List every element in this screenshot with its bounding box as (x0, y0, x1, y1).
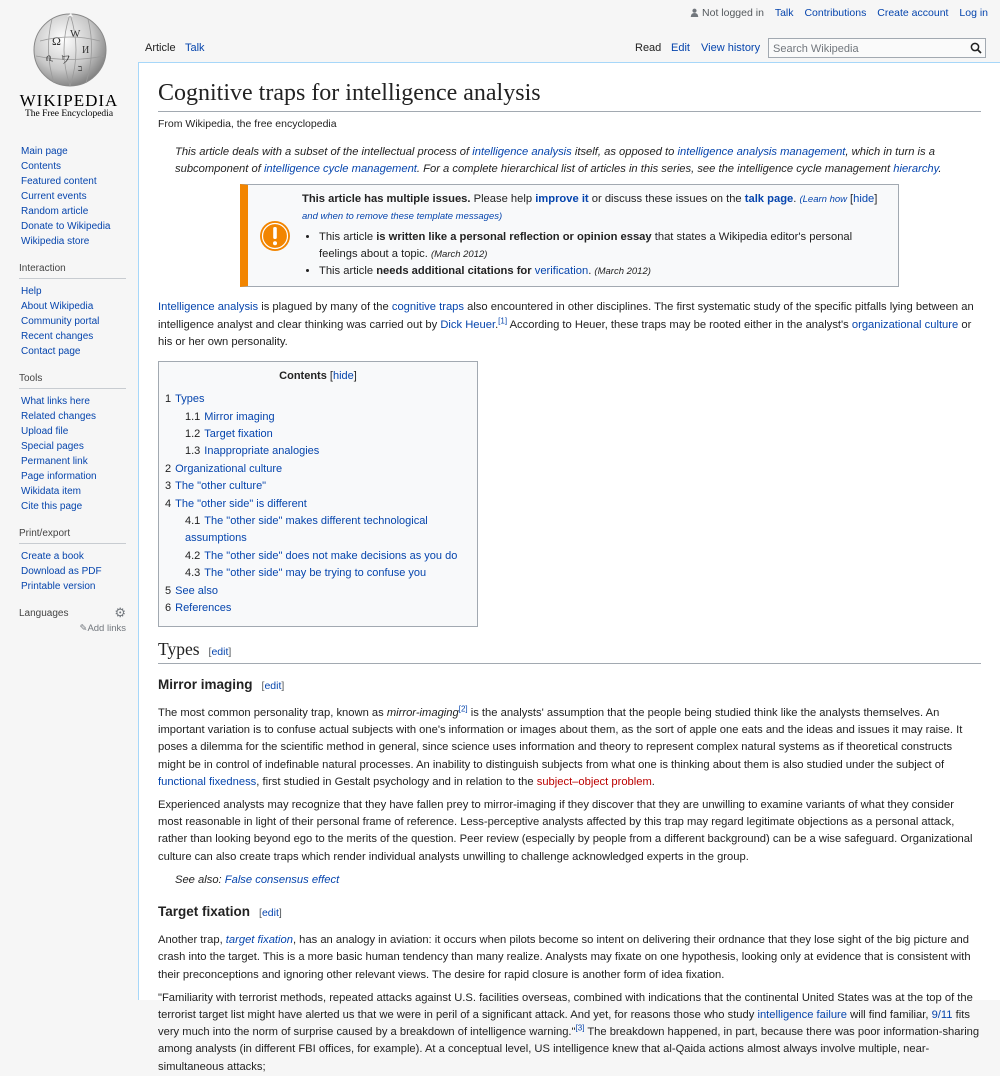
svg-text:И: И (82, 45, 90, 56)
user-icon (690, 8, 699, 17)
issue-citations: • This article needs additional citations for verification. (March 2012) (319, 263, 860, 280)
edit-section-mirror-imaging[interactable]: edit (264, 679, 282, 692)
hide-link[interactable]: hide (853, 193, 875, 206)
search-input[interactable] (769, 40, 962, 58)
sidebar-item-donate[interactable]: Donate to Wikipedia (21, 221, 111, 232)
sidebar-item-community-portal[interactable]: Community portal (21, 316, 100, 327)
toc-item-label[interactable]: References (175, 602, 232, 615)
toc-item[interactable] (165, 409, 471, 426)
sidebar-item-what-links-here[interactable]: What links here (21, 396, 90, 407)
tab-view-history[interactable]: View history (701, 42, 761, 54)
page-title: Cognitive traps for intelligence analysis (158, 78, 981, 112)
toc-item-number: 4 (165, 497, 172, 510)
toc-item[interactable] (165, 496, 471, 513)
sidebar-item-related-changes[interactable]: Related changes (21, 411, 97, 422)
multiple-issues-box: This article has multiple issues. Please help improve it or discuss these issues on the talk page. (Learn how and when to remove these template messages) • This article is written like a personal reflection or opinion essay that states a Wikipedia editor's personal feelings about a topic. (March 2012) • This article needs additional citations for verification. (March 2012) [hide] (240, 184, 899, 287)
toc-item-label[interactable]: Types (175, 393, 205, 406)
toc-item-label[interactable]: The "other side" does not make decisions as you do (204, 549, 458, 562)
sidebar-item-contact-page[interactable]: Contact page (21, 346, 81, 357)
pencil-icon: ✎ (79, 623, 88, 634)
personal-tools (690, 7, 988, 19)
svg-text:W: W (70, 28, 81, 40)
toc-item-label[interactable]: Organizational culture (175, 462, 283, 475)
toc-item-number: 3 (165, 480, 172, 493)
section-target-fixation-heading: Target fixation [edit] (158, 903, 282, 919)
tab-edit[interactable]: Edit (671, 42, 690, 54)
interaction-portal (21, 263, 126, 359)
toc-item-label[interactable]: Target fixation (204, 428, 273, 441)
sidebar-item-cite-this-page[interactable]: Cite this page (21, 501, 83, 512)
sidebar (0, 140, 138, 648)
link-subject-object-problem[interactable]: subject–object problem (536, 775, 652, 788)
link-intelligence-failure[interactable]: intelligence failure (757, 1008, 848, 1021)
sidebar-item-main-page[interactable]: Main page (21, 146, 68, 157)
sidebar-item-help[interactable]: Help (21, 286, 42, 297)
toc-item-number: 1.3 (185, 445, 201, 458)
content-area (138, 62, 1000, 1073)
sidebar-item-store[interactable]: Wikipedia store (21, 236, 90, 247)
mirror-paragraph-2: Experienced analysts may recognize that they have fallen prey to mirror-imaging if they discover that they are unwilling to examine variants of what they consider most reasonable in light of their personal frame of reference. Less-perceptive analysts affected by this trap may regard legitimate objections as a personal attack, rather than looking beyond ego to the merits of the question. Peer review (especially by people from a different background) can be a wise safeguard. Organizational culture can also create traps which render individual analysts unwilling to challenge acknowledged experts in the group. (158, 798, 973, 863)
tools-heading: Tools (19, 373, 126, 389)
link-9-11[interactable]: 9/11 (931, 1008, 953, 1021)
toc-item-number: 1 (165, 393, 172, 406)
link-cognitive-traps[interactable]: cognitive traps (391, 301, 464, 314)
sidebar-item-contents[interactable]: Contents (21, 161, 62, 172)
toc-item[interactable] (165, 548, 471, 565)
link-intelligence-analysis-2[interactable]: Intelligence analysis (158, 301, 259, 314)
link-organizational-culture[interactable]: organizational culture (851, 318, 959, 331)
svg-text:Ω: Ω (52, 34, 61, 48)
hatnote: This article deals with a subset of the intellectual process of intelligence analysis itself, as opposed to intelligence analysis management, which in turn is a subcomponent of intelligence cycle management. For a complete hierarchical list of articles in this series, see the intelligence cycle management hierarchy. (175, 146, 942, 176)
contributions-link[interactable]: Contributions (804, 7, 867, 19)
site-subtitle: From Wikipedia, the free encyclopedia (158, 118, 337, 130)
link-functional-fixedness[interactable]: functional fixedness (158, 775, 257, 788)
sidebar-item-wikidata-item[interactable]: Wikidata item (21, 486, 82, 497)
target-paragraph-1: Another trap, target fixation, has an analogy in aviation: it occurs when pilots become so intent on delivering their ordnance that they lose sight of the big picture and crash into the target. This is a more basic human tendency than many realize. Analysts may fixate on one hypothesis, looking only at evidence that is consistent with their preconceptions and ignoring other relevant views. The desire for rapid closure is another form of idea fixation. (158, 934, 971, 981)
toc-item-label[interactable]: The "other culture" (175, 480, 267, 493)
toc-item-number: 4.3 (185, 567, 201, 580)
ref-3[interactable]: [3] (575, 1023, 585, 1033)
sidebar-item-current-events[interactable]: Current events (21, 191, 87, 202)
toc-item[interactable] (165, 600, 471, 617)
navigation-portal (21, 144, 126, 249)
toc-item[interactable] (165, 478, 471, 495)
tools-portal (21, 373, 126, 514)
see-also-note: See also: False consensus effect (175, 873, 340, 886)
toc-item[interactable] (165, 565, 471, 582)
hide-toggle: [hide] (850, 193, 878, 206)
toc-item-number: 1.2 (185, 428, 201, 441)
toc-item[interactable] (165, 461, 471, 478)
sidebar-item-page-information[interactable]: Page information (21, 471, 97, 482)
toc-item[interactable] (165, 443, 471, 460)
table-of-contents: Contents [hide] 1 Types 1.1 Mirror imaging 1.2 Target fixation 1.3 Inappropriate analogies 2 Organizational culture 3 The "other culture" 4 The "other side" is different 4.1 The "other side" makes different technological assumptions 4.2 The "other side" does not make decisions as you do 4.3 The "other side" may be trying to confuse you 5 See also 6 References (158, 361, 478, 626)
create-account-link[interactable]: Create account (877, 7, 949, 19)
gear-icon[interactable]: ⚙ (114, 605, 126, 620)
issues-heading: This article has multiple issues. (302, 193, 471, 206)
navigation-list (21, 144, 126, 249)
toc-item-label[interactable]: Inappropriate analogies (204, 445, 320, 458)
toc-item[interactable] (165, 426, 471, 443)
search-icon[interactable] (970, 42, 982, 54)
sidebar-item-featured-content[interactable]: Featured content (21, 176, 97, 187)
languages-heading: Languages (19, 608, 69, 619)
search-box (768, 38, 986, 58)
toc-item-label[interactable]: The "other side" is different (175, 497, 307, 510)
learn-how-link[interactable]: (Learn how and when to remove these template messages) (302, 194, 847, 223)
issue-essay: • This article is written like a personal reflection or opinion essay that states a Wikipedia editor's personal feelings about a topic. (March 2012) (319, 229, 860, 263)
target-paragraph-2: "Familiarity with terrorist methods, repeated attacks against U.S. facilities overseas, combined with indications that the continental United States was at the top of the terrorist target list might have alerted us that we were in peril of a significant attack. And yet, for reasons those who study intelligence failure will find familiar, 9/11 fits very much into the norm of surprise caused by a breakdown of intelligence warning."[3] The breakdown happened, in part, because there was poor information-sharing among analysts (in different FBI offices, for example). At a conceptual level, US intelligence knew that al-Qaida actions almost always involve multiple, near-simultaneous attacks; (158, 991, 980, 1073)
toc-item-label[interactable]: The "other side" makes different technological assumptions (185, 515, 428, 545)
languages-portal (19, 605, 126, 634)
sidebar-item-create-book[interactable]: Create a book (21, 551, 84, 562)
toc-list (165, 391, 471, 617)
link-false-consensus-effect[interactable]: False consensus effect (224, 873, 340, 886)
svg-text:ב: ב (78, 63, 83, 73)
talk-link[interactable]: Talk (774, 7, 794, 19)
toc-title: Contents (279, 370, 327, 383)
sidebar-item-about[interactable]: About Wikipedia (21, 301, 94, 312)
verification-link[interactable]: verification (534, 265, 589, 278)
add-links-label: Add links (87, 623, 126, 634)
intro-paragraph: Intelligence analysis is plagued by many of the cognitive traps also encountered in other disciplines. The first systematic study of the specific pitfalls lying between an intelligence analyst and clear thinking was carried out by Dick Heuer.[1] According to Heuer, these traps may be rooted either in the analyst's organizational culture or his or her own personality. (158, 301, 974, 348)
toc-item[interactable] (165, 391, 471, 408)
section-types-heading: Types [edit] (158, 641, 981, 664)
sidebar-item-permanent-link[interactable]: Permanent link (21, 456, 88, 467)
improve-it-link[interactable]: improve it (535, 193, 589, 206)
link-intelligence-cycle-management[interactable]: intelligence cycle management (263, 163, 417, 176)
link-intelligence-analysis-management[interactable]: intelligence analysis management (677, 146, 846, 158)
toc-item-number: 4.2 (185, 549, 201, 562)
sidebar-item-upload-file[interactable]: Upload file (21, 426, 69, 437)
talk-page-link[interactable]: talk page (744, 193, 794, 206)
interaction-heading: Interaction (19, 263, 126, 279)
link-dick-heuer[interactable]: Dick Heuer (440, 318, 496, 331)
logo-tagline: The Free Encyclopedia (24, 109, 114, 119)
sidebar-item-random-article[interactable]: Random article (21, 206, 89, 217)
warning-icon (259, 220, 291, 252)
link-hierarchy[interactable]: hierarchy (893, 163, 939, 176)
log-in-link[interactable]: Log in (959, 7, 988, 19)
svg-text:ワ: ワ (60, 54, 71, 66)
link-intelligence-analysis[interactable]: intelligence analysis (472, 146, 572, 158)
section-mirror-imaging-heading: Mirror imaging [edit] (158, 676, 285, 692)
ref-1[interactable]: [1] (498, 315, 508, 325)
sidebar-item-download-pdf[interactable]: Download as PDF (21, 566, 102, 577)
link-target-fixation[interactable]: target fixation (225, 934, 293, 947)
article-body (158, 144, 981, 1076)
toc-item[interactable] (165, 513, 471, 548)
tab-article[interactable]: Article (145, 42, 176, 54)
toc-item-number: 6 (165, 602, 172, 615)
logo-wordmark: WIKIPEDIA (19, 91, 119, 110)
toc-item-number: 5 (165, 584, 172, 597)
edit-section-target-fixation[interactable]: edit (261, 906, 279, 919)
not-logged-in: Not logged in (690, 7, 764, 19)
toc-item-number: 4.1 (185, 515, 201, 528)
toc-item-number: 2 (165, 462, 172, 475)
wikipedia-globe-icon (30, 11, 110, 89)
toc-item-label[interactable]: See also (175, 584, 218, 597)
wikipedia-logo[interactable] (0, 0, 138, 130)
svg-text:ቢ: ቢ (46, 53, 54, 63)
sidebar-item-special-pages[interactable]: Special pages (21, 441, 84, 452)
sidebar-item-printable-version[interactable]: Printable version (21, 581, 96, 592)
sidebar-item-recent-changes[interactable]: Recent changes (21, 331, 94, 342)
tab-read[interactable]: Read (635, 42, 662, 54)
toc-item-label[interactable]: Mirror imaging (204, 410, 275, 423)
print-export-heading: Print/export (19, 528, 126, 544)
edit-section-types[interactable]: edit (211, 645, 229, 658)
toc-item-label[interactable]: The "other side" may be trying to confuse you (204, 567, 427, 580)
mirror-paragraph-1: The most common personality trap, known as mirror-imaging[2] is the analysts' assumption that the people being studied think like the analysts themselves. An important variation is to confuse actual subjects with one's information or images about them, as the sort of apple one eats and the ideas and issues it may raise. It poses a dilemma for the scientific method in general, since science uses information and theory to represent complex natural systems as if theoretical constructs might be in control of indefinable natural processes. An inability to distinguish subjects from what one is thinking about them is also studied under the subject of functional fixedness, first studied in Gestalt psychology and in relation to the subject–object problem. (158, 704, 963, 788)
tab-talk[interactable]: Talk (185, 42, 205, 54)
add-links[interactable] (21, 623, 126, 634)
toc-item[interactable] (165, 583, 471, 600)
toc-hide-link[interactable]: hide (332, 370, 354, 383)
toc-item-number: 1.1 (185, 410, 201, 423)
print-export-portal (21, 528, 126, 594)
ref-2[interactable]: [2] (458, 704, 468, 714)
